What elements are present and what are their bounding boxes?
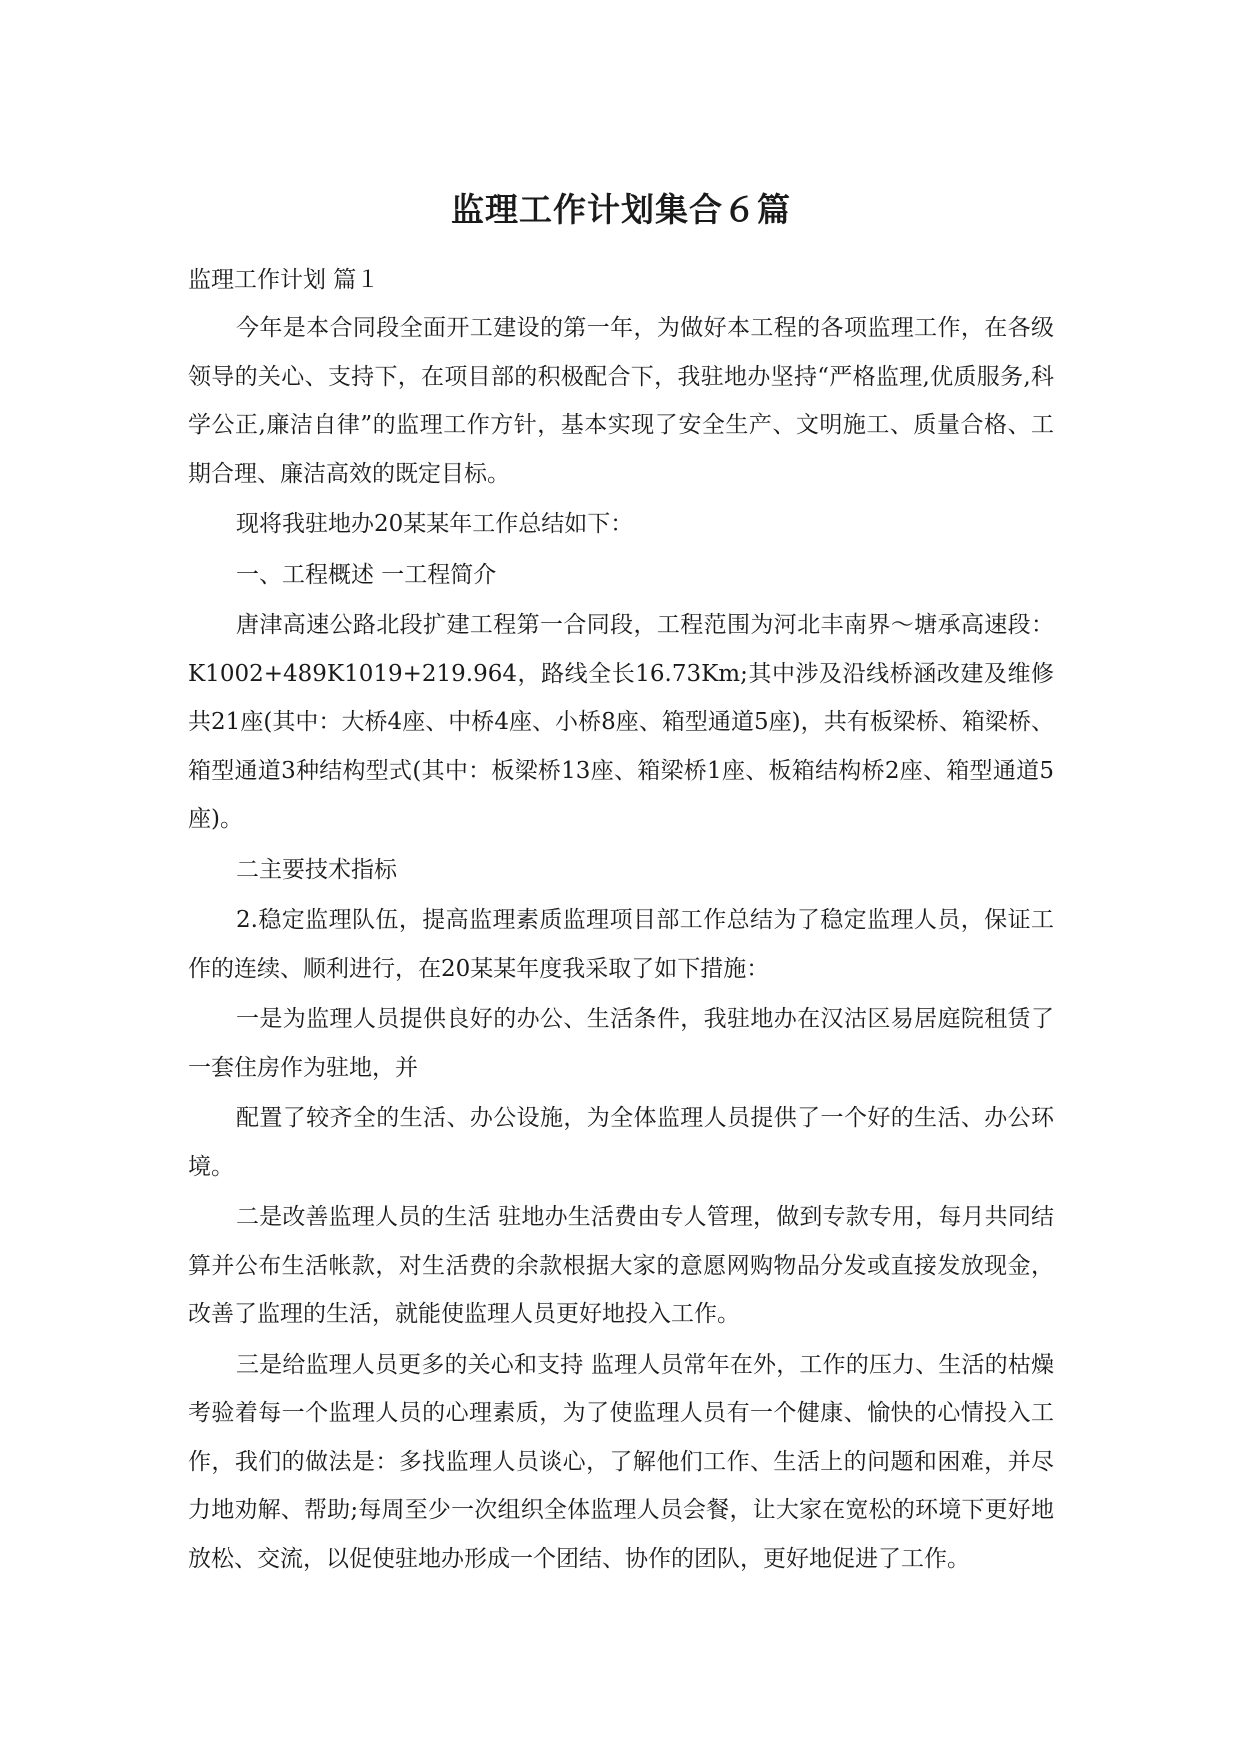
document-page: [188, 186, 1054, 1583]
paragraph: 配置了较齐全的生活、办公设施，为全体监理人员提供了一个好的生活、办公环境。: [188, 1105, 1054, 1180]
paragraph: 一是为监理人员提供良好的办公、生活条件，我驻地办在汉沽区易居庭院租赁了一套住房作为驻地，并: [188, 1006, 1054, 1081]
paragraph: 一、工程概述 一工程简介: [236, 561, 497, 588]
paragraph: 二主要技术指标: [236, 856, 397, 883]
paragraph: 二是改善监理人员的生活 驻地办生活费由专人管理，做到专款专用，每月共同结算并公布生活帐款，对生活费的余款根据大家的意愿网购物品分发或直接发放现金，改善了监理的生活，就能使监理人员更好地投入工作。: [188, 1204, 1054, 1327]
document-title: 监理工作计划集合６篇: [451, 190, 791, 229]
paragraph: 2.稳定监理队伍，提高监理素质监理项目部工作总结为了稳定监理人员，保证工作的连续、顺利进行，在20某某年度我采取了如下措施：: [188, 907, 1054, 982]
paragraph: 唐津高速公路北段扩建工程第一合同段，工程范围为河北丰南界～塘承高速段：K1002+489K1019+219.964，路线全长16.73Km;其中涉及沿线桥涵改建及维修共21座(其中：大桥4座、中桥4座、小桥8座、箱型通道5座)，共有板梁桥、箱梁桥、箱型通道3种结构型式(其中：板梁桥13座、箱梁桥1座、板箱结构桥2座、箱型通道5座)。: [188, 612, 1054, 832]
paragraph: 现将我驻地办20某某年工作总结如下：: [236, 511, 634, 537]
paragraph: 三是给监理人员更多的关心和支持 监理人员常年在外，工作的压力、生活的枯燥考验着每一个监理人员的心理素质，为了使监理人员有一个健康、愉快的心情投入工作，我们的做法是：多找监理人员谈心，了解他们工作、生活上的问题和困难，并尽力地劝解、帮助;每周至少一次组织全体监理人员会餐，让大家在宽松的环境下更好地放松、交流，以促使驻地办形成一个团结、协作的团队，更好地促进了工作。: [188, 1351, 1054, 1572]
paragraph: 今年是本合同段全面开工建设的第一年，为做好本工程的各项监理工作，在各级领导的关心、支持下，在项目部的积极配合下，我驻地办坚持“严格监理,优质服务,科学公正,廉洁自律”的监理工作方针，基本实现了安全生产、文明施工、质量合格、工期合理、廉洁高效的既定目标。: [188, 315, 1054, 487]
section-heading: 监理工作计划 篇１: [188, 267, 380, 293]
